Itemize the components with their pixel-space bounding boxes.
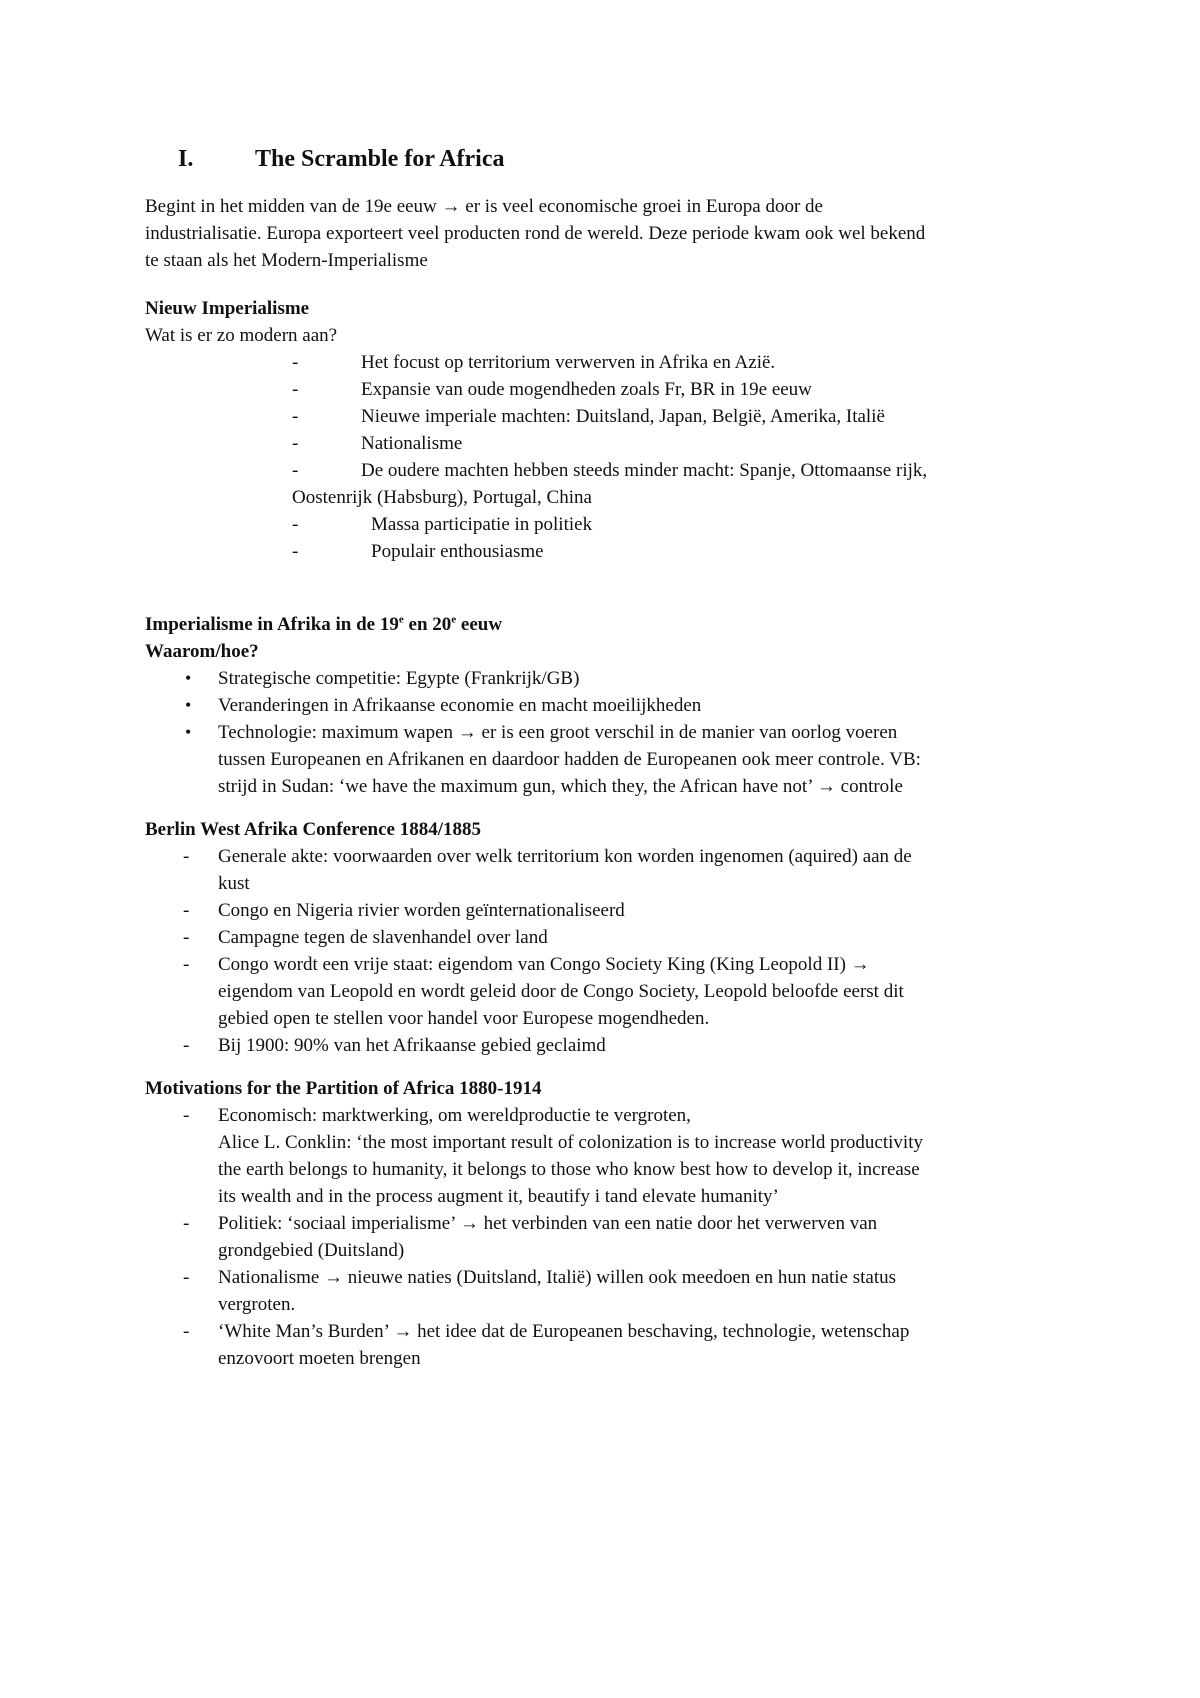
list-item: - Bij 1900: 90% van het Afrikaanse gebied geclaimd (183, 1035, 606, 1056)
list-item: - Nationalisme (292, 433, 463, 454)
bullet-icon: • (185, 695, 192, 715)
list-item: - Het focust op territorium verwerven in Afrika en Azië. (292, 352, 776, 373)
list-item: - De oudere machten hebben steeds minder macht: Spanje, Ottomaanse rijk, (292, 460, 928, 481)
list-item: • Technologie: maximum wapen → er is een groot verschil in de manier van oorlog voeren tussen Europeanen en Afrikanen en daardoor hadden de Europeanen ook meer controle. VB: strijd in Sudan: ‘we have the maximum gun, which they, the African have not’ → controle (145, 719, 1085, 800)
section-title: Nieuw Imperialisme (145, 298, 310, 319)
list-item: - Congo wordt een vrije staat: eigendom van Congo Society King (King Leopold II) → eigendom van Leopold en wordt geleid door de Congo Society, Leopold beloofde eerst dit gebied open te stellen voor handel voor Europese mogendheden. (183, 954, 904, 1029)
reasons-list (145, 665, 1085, 800)
list-item: - Populair enthousiasme (292, 541, 544, 562)
list-item: - Expansie van oude mogendheden zoals Fr, BR in 19e eeuw (292, 379, 812, 400)
bullet-icon: • (185, 668, 192, 688)
list-item: - Economisch: marktwerking, om wereldproductie te vergroten, Alice L. Conklin: ‘the most important result of colonization is to increase world productivity the earth belongs to humanity, it belongs to those who know best how to develop it, increase its wealth and in the process augment it, beautify i tand elevate humanity’ (183, 1105, 923, 1207)
motivations-list (145, 1102, 1085, 1372)
list-item: - ‘White Man’s Burden’ → het idee dat de Europeanen beschaving, technologie, wetenschap enzovoort moeten brengen (183, 1321, 910, 1369)
bullet-icon: • (185, 722, 192, 742)
list-item-continuation: Oostenrijk (Habsburg), Portugal, China (292, 487, 592, 508)
section-title: Motivations for the Partition of Africa 1880-1914 (145, 1078, 542, 1099)
chapter-number: I. (178, 146, 194, 172)
conference-list (145, 843, 1085, 1059)
intro-line: te staan als het Modern-Imperialisme (145, 250, 428, 271)
chapter-title: The Scramble for Africa (255, 146, 505, 172)
list-item: - Politiek: ‘sociaal imperialisme’ → het verbinden van een natie door het verwerven van grondgebied (Duitsland) (183, 1213, 878, 1261)
section-motivations (145, 1075, 1085, 1372)
modern-features-list (145, 349, 1085, 565)
list-item: - Nieuwe imperiale machten: Duitsland, Japan, België, Amerika, Italië (292, 406, 885, 427)
section-title: Berlin West Afrika Conference 1884/1885 (145, 819, 481, 840)
intro-paragraph (145, 193, 1085, 274)
list-item: - Massa participatie in politiek (292, 514, 593, 535)
section-title: Imperialisme in Afrika in de 19e en 20e eeuw (145, 613, 503, 635)
list-item: - Congo en Nigeria rivier worden geïnternationaliseerd (183, 900, 625, 921)
list-item: • Veranderingen in Afrikaanse economie en macht moeilijkheden (145, 692, 1085, 719)
chapter-heading (178, 146, 505, 173)
list-item: - Generale akte: voorwaarden over welk territorium kon worden ingenomen (aquired) aan de kust (183, 846, 912, 894)
section-berlin-conference (145, 816, 1085, 1059)
section-imperialisme-afrika (145, 611, 1085, 800)
section-nieuw-imperialisme (145, 295, 1085, 565)
list-item: • Strategische competitie: Egypte (Frankrijk/GB) (145, 665, 1085, 692)
list-item: - Campagne tegen de slavenhandel over land (183, 927, 548, 948)
list-item: - Nationalisme → nieuwe naties (Duitsland, Italië) willen ook meedoen en hun natie status vergroten. (183, 1267, 897, 1315)
section-question: Wat is er zo modern aan? (145, 325, 338, 346)
section-subtitle: Waarom/hoe? (145, 641, 259, 662)
intro-line: Begint in het midden van de 19e eeuw → er is veel economische groei in Europa door de (145, 196, 823, 217)
intro-line: industrialisatie. Europa exporteert veel producten rond de wereld. Deze periode kwam ook wel bekend (145, 223, 926, 244)
